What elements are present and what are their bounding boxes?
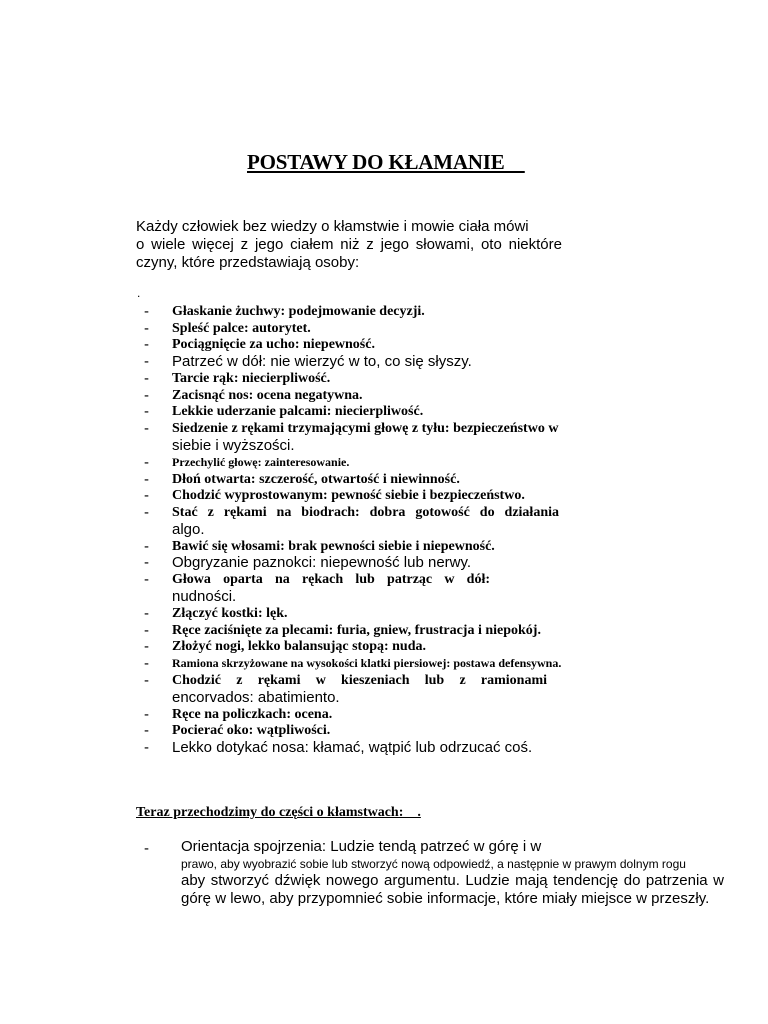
orientation-text (181, 838, 724, 908)
list-bullet: - (144, 353, 149, 370)
list-item-text: Przechylić głowę: zainteresowanie. (172, 455, 350, 469)
list-item-text: Ramiona skrzyżowane na wysokości klatki piersiowej: postawa defensywna. (172, 656, 562, 670)
list-bullet: - (144, 739, 149, 756)
list-item-text: Lekkie uderzanie palcami: niecierpliwość. (172, 404, 424, 419)
list-item-text (172, 420, 558, 454)
list-bullet: - (144, 840, 149, 857)
list-item-line: Chodzić z rękami w kieszeniach lub z ramionami (172, 673, 547, 688)
list-item-text: Lekko dotykać nosa: kłamać, wątpić lub odrzucać coś. (172, 739, 533, 756)
intro-line-1: Każdy człowiek bez wiedzy o kłamstwie i mowie ciała mówi (136, 218, 529, 235)
orientation-line-2: prawo, aby wyobrazić sobie lub stworzyć nową odpowiedź, a następnie w prawym dolnym rogu (181, 857, 686, 871)
list-bullet: - (144, 622, 149, 639)
list-bullet: - (144, 722, 149, 739)
list-item-text (172, 571, 490, 605)
list-item-text: Pociągnięcie za ucho: niepewność. (172, 337, 375, 352)
list-bullet: - (144, 605, 149, 622)
list-bullet: - (144, 387, 149, 404)
list-bullet: - (144, 554, 149, 571)
list-bullet: - (144, 538, 149, 555)
list-bullet: - (144, 454, 149, 471)
list-item-text: Patrzeć w dół: nie wierzyć w to, co się słyszy. (172, 353, 472, 370)
stray-dot: . (137, 286, 141, 300)
list-bullet: - (144, 638, 149, 655)
list-item-continuation: siebie i wyższości. (172, 437, 295, 454)
list-item-continuation: algo. (172, 521, 205, 538)
list-item-text: Złączyć kostki: lęk. (172, 606, 288, 621)
list-item-line: Siedzenie z rękami trzymającymi głowę z tyłu: bezpieczeństwo w (172, 421, 559, 436)
list-item-text: Pocierać oko: wątpliwości. (172, 723, 331, 738)
orientation-line-1: Orientacja spojrzenia: Ludzie tendą patrzeć w górę i w (181, 838, 542, 855)
list-item-text: Zacisnąć nos: ocena negatywna. (172, 388, 363, 403)
list-item-text (172, 672, 547, 706)
list-bullet: - (144, 504, 149, 521)
list-bullet: - (144, 471, 149, 488)
list-item-text: Obgryzanie paznokci: niepewność lub nerwy. (172, 554, 472, 571)
list-item-text: Złożyć nogi, lekko balansując stopą: nuda. (172, 639, 426, 654)
list-bullet: - (144, 370, 149, 387)
orientation-line-3: aby stworzyć dźwięk nowego argumentu. Ludzie mają tendencję do patrzenia w górę w lewo, aby przypomnieć sobie informacje, które miały miejsce w przeszły. (181, 872, 724, 907)
list-bullet: - (144, 403, 149, 420)
intro-paragraph (136, 218, 562, 272)
list-item-text: Ręce na policzkach: ocena. (172, 707, 333, 722)
list-bullet: - (144, 320, 149, 337)
list-item-text: Głaskanie żuchwy: podejmowanie decyzji. (172, 304, 425, 319)
list-bullet: - (144, 571, 149, 588)
intro-line-2: o wiele więcej z jego ciałem niż z jego słowami, oto niektóre (136, 236, 562, 253)
list-bullet: - (144, 706, 149, 723)
list-bullet: - (144, 420, 149, 437)
list-item-text (172, 504, 559, 538)
list-item-text: Spleść palce: autorytet. (172, 321, 311, 336)
list-bullet: - (144, 303, 149, 320)
page-title: POSTAWY DO KŁAMANIE (247, 150, 525, 174)
list-item-text: Tarcie rąk: niecierpliwość. (172, 371, 331, 386)
section-heading: Teraz przechodzimy do części o kłamstwach: . (136, 805, 421, 820)
list-item-continuation: encorvados: abatimiento. (172, 689, 340, 706)
list-item-line: Głowa oparta na rękach lub patrząc w dół: (172, 572, 490, 587)
list-item-text: Bawić się włosami: brak pewności siebie i niepewność. (172, 539, 495, 554)
list-bullet: - (144, 672, 149, 689)
list-item-text: Chodzić wyprostowanym: pewność siebie i bezpieczeństwo. (172, 488, 525, 503)
list-item-text: Ręce zaciśnięte za plecami: furia, gniew, frustracja i niepokój. (172, 623, 541, 638)
list-bullet: - (144, 336, 149, 353)
list-bullet: - (144, 487, 149, 504)
intro-line-3: czyny, które przedstawiają osoby: (136, 254, 360, 271)
list-item-text: Dłoń otwarta: szczerość, otwartość i niewinność. (172, 472, 460, 487)
list-bullet: - (144, 655, 149, 672)
list-item-continuation: nudności. (172, 588, 237, 605)
list-item-line: Stać z rękami na biodrach: dobra gotowość do działania (172, 505, 559, 520)
